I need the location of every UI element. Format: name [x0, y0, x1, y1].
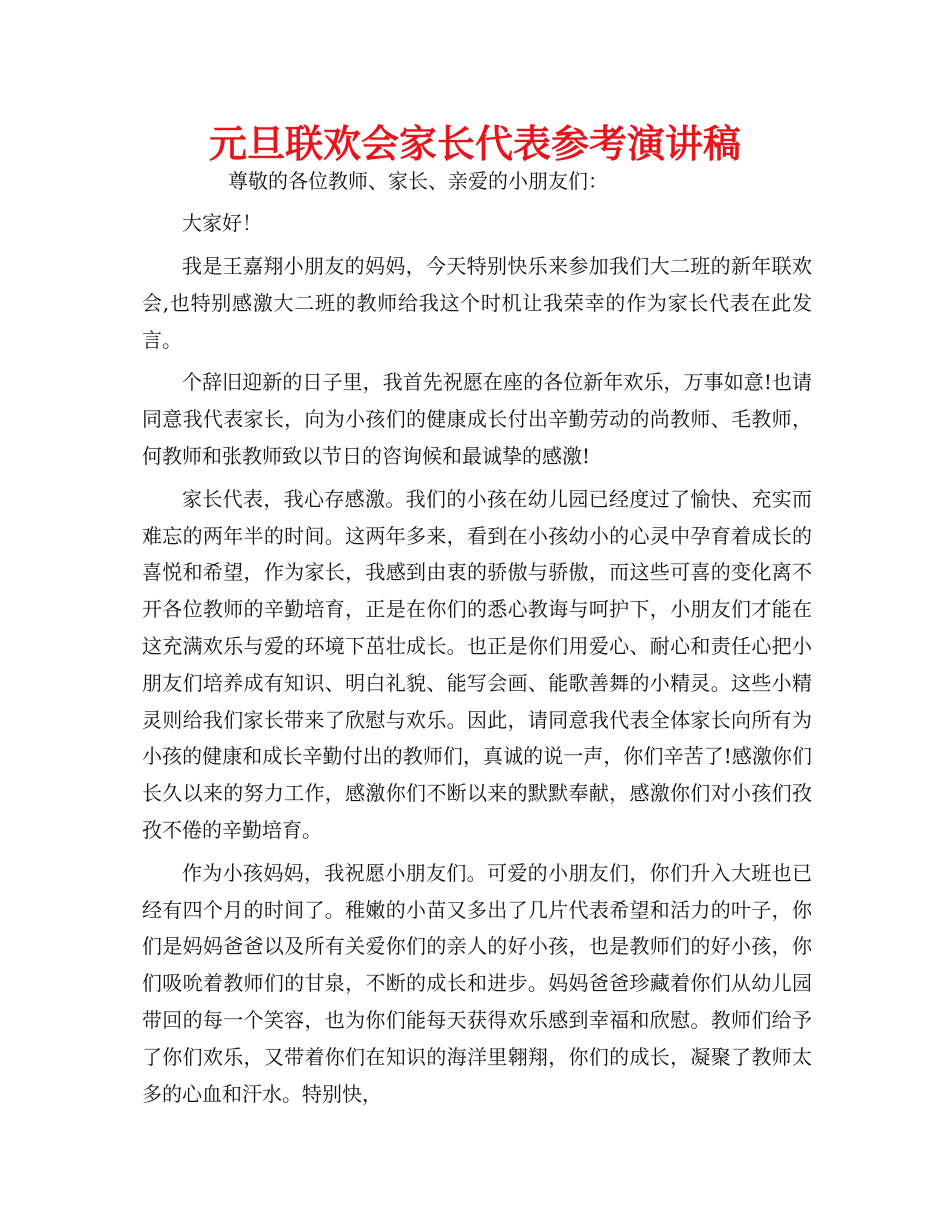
paragraph-gratitude: 家长代表，我心存感激。我们的小孩在幼儿园已经度过了愉快、充实而难忘的两年半的时间。这两年多来，看到在小孩幼小的心灵中孕育着成长的喜悦和希望，作为家长，我感到由衷的骄傲与骄傲，而这些可喜的变化离不开各位教师的辛勤培育，正是在你们的悉心教诲与呵护下，小朋友们才能在这充满欢乐与爱的环境下茁壮成长。也正是你们用爱心、耐心和责任心把小朋友们培养成有知识、明白礼貌、能写会画、能歌善舞的小精灵。这些小精灵则给我们家长带来了欣慰与欢乐。因此，请同意我代表全体家长向所有为小孩的健康和成长辛勤付出的教师们，真诚的说一声，你们辛苦了!感激你们长久以来的努力工作，感激你们不断以来的默默奉献，感激你们对小孩们孜孜不倦的辛勤培育。 [142, 486, 812, 842]
salutation: 尊敬的各位教师、家长、亲爱的小朋友们： [228, 169, 608, 193]
paragraph-to-children: 作为小孩妈妈，我祝愿小朋友们。可爱的小朋友们，你们升入大班也已经有四个月的时间了。稚嫩的小苗又多出了几片代表希望和活力的叶子，你们是妈妈爸爸以及所有关爱你们的亲人的好小孩，也是教师们的好小孩，你们吸吮着教师们的甘泉，不断的成长和进步。妈妈爸爸珍藏着你们从幼儿园带回的每一个笑容，也为你们能每天获得欢乐感到幸福和欣慰。教师们给予了你们欢乐，又带着你们在知识的海洋里翱翔，你们的成长，凝聚了教师太多的心血和汗水。特别快， [142, 860, 812, 1106]
paragraph-new-year-wishes: 个辞旧迎新的日子里，我首先祝愿在座的各位新年欢乐，万事如意!也请同意我代表家长，向为小孩们的健康成长付出辛勤劳动的尚教师、毛教师，何教师和张教师致以节日的咨询候和最诚挚的感激! [142, 370, 812, 468]
greeting: 大家好！ [182, 211, 262, 235]
document-title: 元旦联欢会家长代表参考演讲稿 [208, 122, 741, 166]
paragraph-intro: 我是王嘉翔小朋友的妈妈，今天特别快乐来参加我们大二班的新年联欢会,也特别感激大二班的教师给我这个时机让我荣幸的作为家长代表在此发言。 [142, 254, 812, 352]
document-body [142, 160, 812, 1112]
